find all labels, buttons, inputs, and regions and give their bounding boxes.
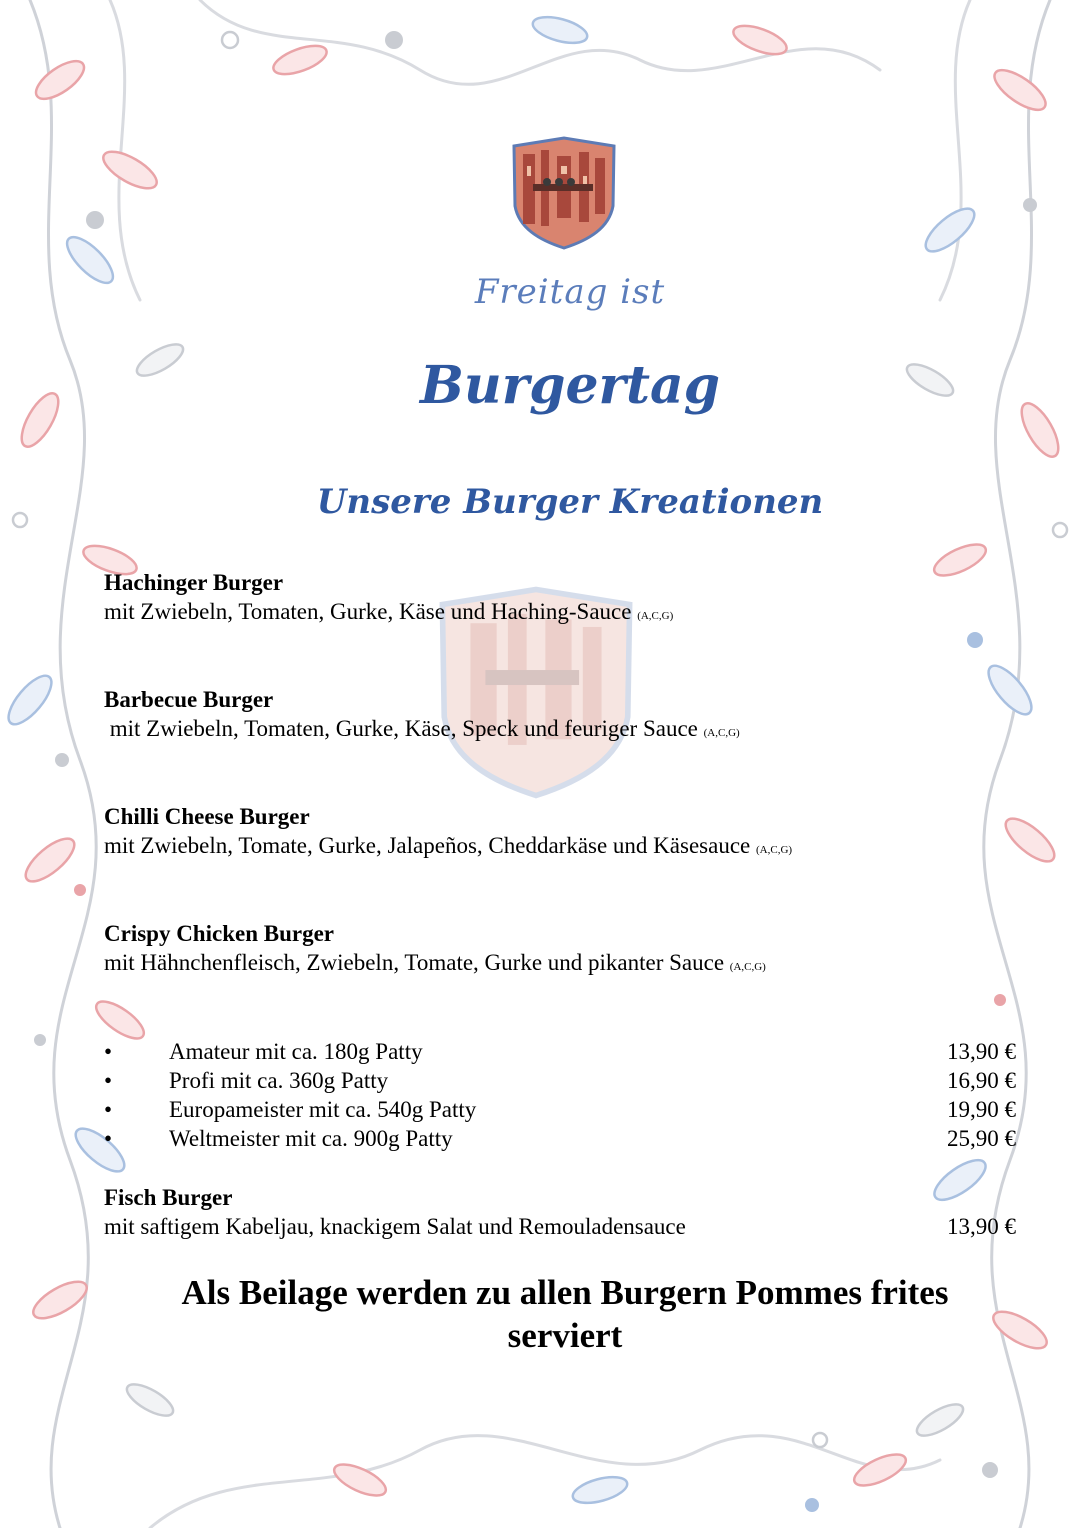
menu-item — [104, 802, 1016, 865]
item-description: mit Zwiebeln, Tomaten, Gurke, Käse und Haching-Sauce (A,C,G) — [104, 599, 674, 624]
item-description: mit Zwiebeln, Tomaten, Gurke, Käse, Speck und feuriger Sauce (A,C,G) — [104, 716, 740, 741]
bullet: • — [104, 1039, 113, 1064]
section-heading: Unsere Burger Kreationen — [316, 482, 824, 522]
size-label: Profi mit ca. 360g Patty — [169, 1068, 389, 1093]
item-description: mit Hähnchenfleisch, Zwiebeln, Tomate, Gurke und pikanter Sauce (A,C,G) — [104, 950, 766, 975]
price: 16,90 € — [947, 1068, 1016, 1093]
list-item — [104, 1066, 1016, 1095]
size-label: Amateur mit ca. 180g Patty — [169, 1039, 423, 1064]
bullet: • — [104, 1097, 113, 1122]
header-line-1: Freitag ist — [474, 272, 666, 312]
allergen-codes: (A,C,G) — [703, 727, 740, 739]
menu-item — [104, 568, 1016, 631]
list-item — [104, 1124, 1016, 1153]
price: 13,90 € — [947, 1214, 1016, 1239]
item-description: mit saftigem Kabeljau, knackigem Salat und Remouladensauce — [104, 1214, 686, 1239]
size-price-list — [104, 1037, 1016, 1153]
item-name: Hachinger Burger — [104, 570, 284, 595]
item-description: mit Zwiebeln, Tomate, Gurke, Jalapeños, Cheddarkäse und Käsesauce (A,C,G) — [104, 833, 793, 858]
page-title: Burgertag — [419, 355, 721, 416]
item-name: Fisch Burger — [104, 1185, 233, 1210]
side-dish-note: Als Beilage werden zu allen Burgern Pommes frites serviert — [181, 1273, 949, 1355]
bullet: • — [104, 1126, 113, 1151]
menu-item — [104, 919, 1016, 982]
size-label: Europameister mit ca. 540g Patty — [169, 1097, 477, 1122]
item-name: Barbecue Burger — [104, 687, 274, 712]
price: 25,90 € — [947, 1126, 1016, 1151]
allergen-codes: (A,C,G) — [729, 961, 766, 973]
price: 13,90 € — [947, 1039, 1016, 1064]
item-name: Chilli Cheese Burger — [104, 804, 310, 829]
bullet: • — [104, 1068, 113, 1093]
menu-item — [104, 685, 1016, 748]
menu-item-fisch — [104, 1183, 1016, 1241]
size-label: Weltmeister mit ca. 900g Patty — [169, 1126, 453, 1151]
price: 19,90 € — [947, 1097, 1016, 1122]
allergen-codes: (A,C,G) — [637, 610, 674, 622]
allergen-codes: (A,C,G) — [756, 844, 793, 856]
list-item — [104, 1095, 1016, 1124]
restaurant-crest-logo — [509, 136, 619, 250]
list-item — [104, 1037, 1016, 1066]
item-name: Crispy Chicken Burger — [104, 921, 334, 946]
